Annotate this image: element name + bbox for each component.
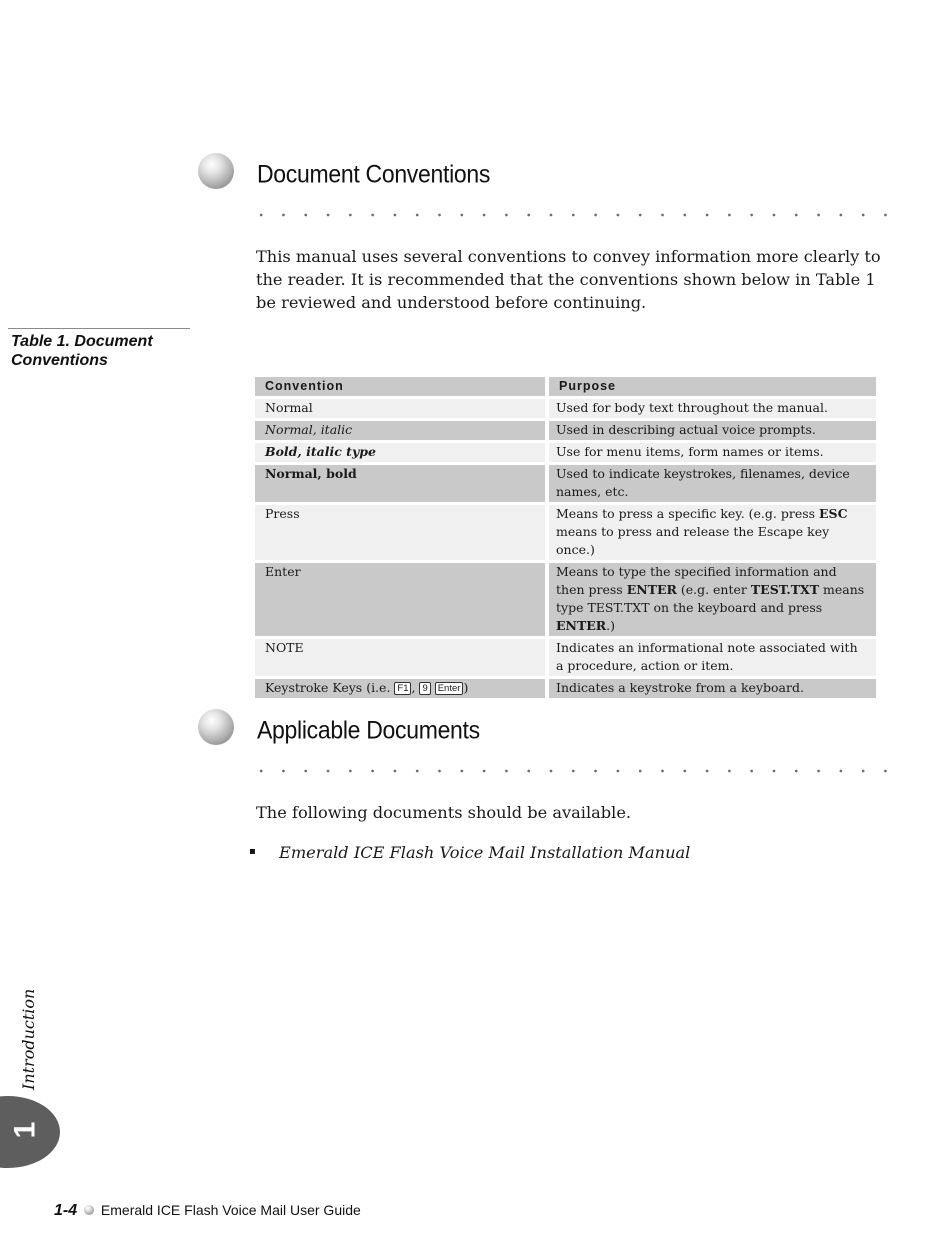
page-number: 1-4 <box>54 1202 78 1219</box>
purpose-cell: Indicates a keystroke from a keyboard. <box>549 679 876 698</box>
convention-text: Keystroke Keys (i.e. <box>265 680 395 695</box>
dotted-divider <box>250 211 896 219</box>
purpose-text: Means to press a specific key. (e.g. press <box>556 506 820 521</box>
purpose-cell: Used in describing actual voice prompts. <box>549 421 876 440</box>
convention-cell: Bold, italic type <box>255 443 545 462</box>
keystroke-text: ENTER <box>626 582 677 597</box>
guide-title: Emerald ICE Flash Voice Mail User Guide <box>100 1202 361 1218</box>
convention-cell: Press <box>255 505 545 560</box>
table-header-row <box>255 377 876 396</box>
purpose-text: .) <box>606 618 616 633</box>
table-row <box>255 465 876 502</box>
keystroke-text: ESC <box>819 506 848 521</box>
purpose-text: Means to type the specified information and then press <box>556 564 837 597</box>
convention-cell: Normal, bold <box>255 465 545 502</box>
section-title-applicable: Applicable Documents <box>257 716 480 745</box>
table-row <box>255 679 876 698</box>
key-9-icon: 9 <box>419 682 430 695</box>
applicable-intro: The following documents should be available. <box>256 803 632 822</box>
header-purpose: Purpose <box>549 377 876 396</box>
purpose-cell: Indicates an informational note associated with a procedure, action or item. <box>549 639 876 676</box>
caption-rule <box>8 328 190 329</box>
convention-cell <box>255 679 545 698</box>
table-row <box>255 421 876 440</box>
table-row <box>255 399 876 418</box>
document-list-item: Emerald ICE Flash Voice Mail Installation Manual <box>279 843 691 862</box>
convention-cell: Normal, italic <box>255 421 545 440</box>
table-row <box>255 563 876 636</box>
square-bullet-icon: ▪ <box>249 846 256 857</box>
convention-cell: Normal <box>255 399 545 418</box>
convention-cell: NOTE <box>255 639 545 676</box>
convention-cell: Enter <box>255 563 545 636</box>
separator-text: , <box>411 680 420 695</box>
section-bullet-icon <box>198 153 234 189</box>
conventions-table <box>251 374 880 701</box>
purpose-cell: Use for menu items, form names or items. <box>549 443 876 462</box>
purpose-text: means to press and release the Escape key once.) <box>556 524 830 557</box>
footer <box>54 1202 361 1220</box>
table-row <box>255 505 876 560</box>
conventions-intro: This manual uses several conventions to convey information more clearly to the reader. It is recommended that the conventions shown below in Table 1 be reviewed and understood before continuing. <box>256 247 881 312</box>
section-title-conventions: Document Conventions <box>257 160 491 189</box>
purpose-cell <box>549 505 876 560</box>
filename-text: TEST.TXT <box>750 582 820 597</box>
footer-bullet-icon <box>84 1205 94 1215</box>
keystroke-text: ENTER <box>556 618 607 633</box>
table-caption: Table 1. Document Conventions <box>11 333 153 369</box>
table-row <box>255 443 876 462</box>
key-f1-icon: F1 <box>394 682 411 695</box>
purpose-text: (e.g. enter <box>676 582 751 597</box>
chapter-number: 1 <box>8 1121 42 1139</box>
header-convention: Convention <box>255 377 545 396</box>
table-row <box>255 639 876 676</box>
purpose-cell <box>549 563 876 636</box>
purpose-cell: Used to indicate keystrokes, filenames, device names, etc. <box>549 465 876 502</box>
purpose-text: means type TEST.TXT on the keyboard and press <box>556 582 865 615</box>
section-bullet-icon <box>198 709 234 745</box>
key-enter-icon: Enter <box>435 682 464 695</box>
convention-text: ) <box>463 680 469 695</box>
purpose-cell: Used for body text throughout the manual. <box>549 399 876 418</box>
dotted-divider <box>250 767 896 775</box>
